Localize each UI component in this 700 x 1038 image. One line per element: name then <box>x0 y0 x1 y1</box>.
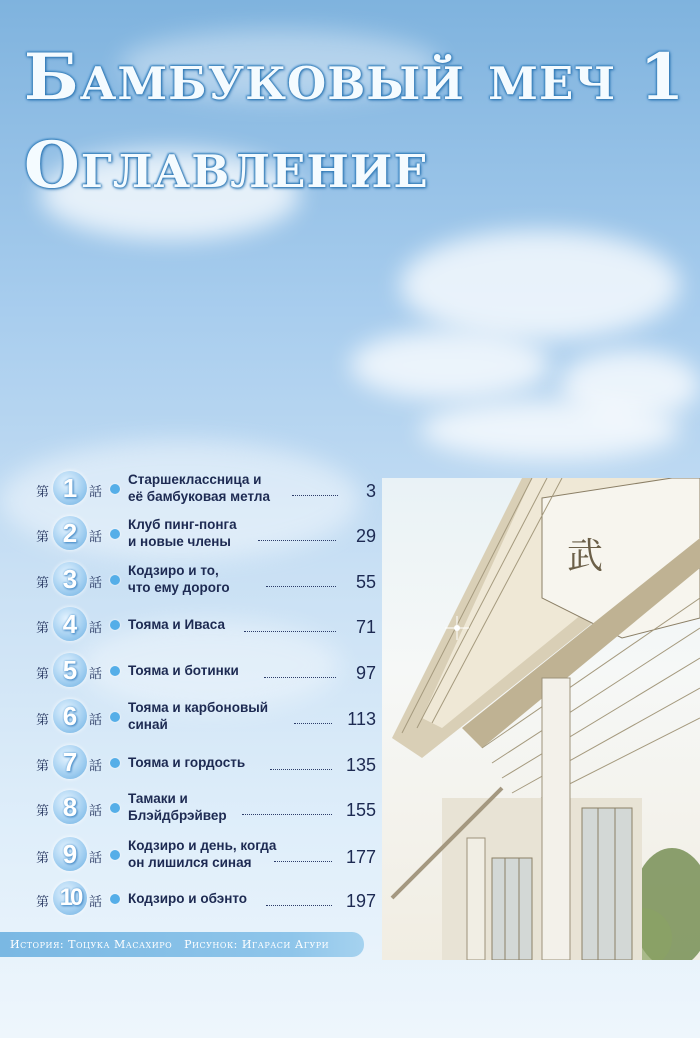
toc-entry[interactable] <box>36 560 376 600</box>
toc-entry[interactable] <box>36 835 376 875</box>
chapter-number: 1 <box>53 471 87 505</box>
chapter-prefix: 第 <box>36 713 50 728</box>
page-number: 135 <box>345 755 376 775</box>
chapter-title-line: он лишился синая <box>128 855 252 870</box>
chapter-title <box>128 699 298 733</box>
page-number: 3 <box>365 481 376 501</box>
chapter-title <box>128 837 298 871</box>
chapter-title-line: Клуб пинг-понга <box>128 517 237 532</box>
chapter-title-line: Кодзиро и день, когда <box>128 838 277 853</box>
chapter-title-line: её бамбуковая метла <box>128 489 271 504</box>
chapter-number: 4 <box>53 607 87 641</box>
art-label: Рисунок: <box>184 938 238 951</box>
chapter-title <box>128 471 298 505</box>
chapter-suffix: 話 <box>89 804 103 819</box>
chapter-title-line: Тояма и карбоновый <box>128 700 269 715</box>
dot-leader <box>242 814 332 815</box>
bullet-dot-icon <box>110 575 120 585</box>
chapter-title <box>128 562 298 596</box>
page-number: 155 <box>345 800 376 820</box>
dot-leader <box>292 495 338 496</box>
chapter-number: 7 <box>53 745 87 779</box>
bullet-dot-icon <box>110 758 120 768</box>
chapter-prefix: 第 <box>36 576 50 591</box>
toc-entry[interactable] <box>36 605 376 645</box>
chapter-title <box>128 516 298 550</box>
dot-leader <box>264 677 336 678</box>
chapter-title-line: Тояма и ботинки <box>128 663 239 678</box>
chapter-prefix: 第 <box>36 485 50 500</box>
chapter-prefix: 第 <box>36 530 50 545</box>
page-number: 71 <box>355 617 376 637</box>
toc-entry[interactable] <box>36 697 376 737</box>
chapter-suffix: 話 <box>89 713 103 728</box>
chapter-number: 5 <box>53 653 87 687</box>
bullet-dot-icon <box>110 850 120 860</box>
chapter-suffix: 話 <box>89 576 103 591</box>
chapter-suffix: 話 <box>89 667 103 682</box>
story-label: История: <box>10 938 65 951</box>
chapter-prefix: 第 <box>36 895 50 910</box>
credits-bar <box>0 932 364 957</box>
chapter-suffix: 話 <box>89 485 103 500</box>
cloud <box>420 400 680 460</box>
chapter-prefix: 第 <box>36 851 50 866</box>
dot-leader <box>274 861 332 862</box>
chapter-title-line: Тамаки и <box>128 791 188 806</box>
dot-leader <box>266 905 332 906</box>
page-number: 113 <box>347 709 376 729</box>
chapter-title-line: и новые члены <box>128 534 231 549</box>
page-number: 55 <box>355 572 376 592</box>
book-title: Бамбуковый меч 1 <box>24 40 686 115</box>
toc-entry[interactable] <box>36 514 376 554</box>
cloud <box>350 330 550 400</box>
toc-entry[interactable] <box>36 879 376 919</box>
contents-heading: Оглавление <box>24 128 429 203</box>
chapter-prefix: 第 <box>36 759 50 774</box>
chapter-title-line: синай <box>128 717 168 732</box>
dot-leader <box>258 540 336 541</box>
chapter-number: 3 <box>53 562 87 596</box>
dot-leader <box>266 586 336 587</box>
dojo-building-drawing <box>382 478 700 960</box>
chapter-prefix: 第 <box>36 621 50 636</box>
dot-leader <box>294 723 332 724</box>
bullet-dot-icon <box>110 894 120 904</box>
chapter-title-line: Тояма и Иваса <box>128 617 225 632</box>
chapter-number: 9 <box>53 837 87 871</box>
toc-entry[interactable] <box>36 469 376 509</box>
page-number: 29 <box>355 526 376 546</box>
bullet-dot-icon <box>110 529 120 539</box>
chapter-prefix: 第 <box>36 667 50 682</box>
bullet-dot-icon <box>110 803 120 813</box>
chapter-title-line: Кодзиро и обэнто <box>128 891 248 906</box>
chapter-number: 2 <box>53 516 87 550</box>
art-author: Игараси Агури <box>241 938 330 951</box>
page-number: 197 <box>345 891 376 911</box>
bullet-dot-icon <box>110 620 120 630</box>
chapter-title-line: Тояма и гордость <box>128 755 246 770</box>
chapter-title-line: Кодзиро и то, <box>128 563 219 578</box>
page-number: 97 <box>355 663 376 683</box>
chapter-suffix: 話 <box>89 621 103 636</box>
toc-entry[interactable] <box>36 788 376 828</box>
cloud <box>400 230 680 340</box>
chapter-number: 8 <box>53 790 87 824</box>
chapter-title <box>128 790 298 824</box>
chapter-title-line: Блэйдбрэйвер <box>128 808 227 823</box>
chapter-suffix: 話 <box>89 530 103 545</box>
toc-entry[interactable] <box>36 651 376 691</box>
bullet-dot-icon <box>110 484 120 494</box>
chapter-prefix: 第 <box>36 804 50 819</box>
chapter-suffix: 話 <box>89 759 103 774</box>
chapter-suffix: 話 <box>89 895 103 910</box>
chapter-number: 10 <box>53 881 87 915</box>
page-number: 177 <box>345 847 376 867</box>
chapter-suffix: 話 <box>89 851 103 866</box>
dot-leader <box>244 631 336 632</box>
bullet-dot-icon <box>110 666 120 676</box>
dojo-illustration <box>382 478 700 960</box>
bullet-dot-icon <box>110 712 120 722</box>
chapter-title-line: Старшеклассница и <box>128 472 262 487</box>
toc-entry[interactable] <box>36 743 376 783</box>
dot-leader <box>270 769 332 770</box>
chapter-number: 6 <box>53 699 87 733</box>
chapter-title-line: что ему дорого <box>128 580 230 595</box>
story-author: Тоцука Масахиро <box>68 938 173 951</box>
sign-kanji: 武 <box>567 536 604 577</box>
